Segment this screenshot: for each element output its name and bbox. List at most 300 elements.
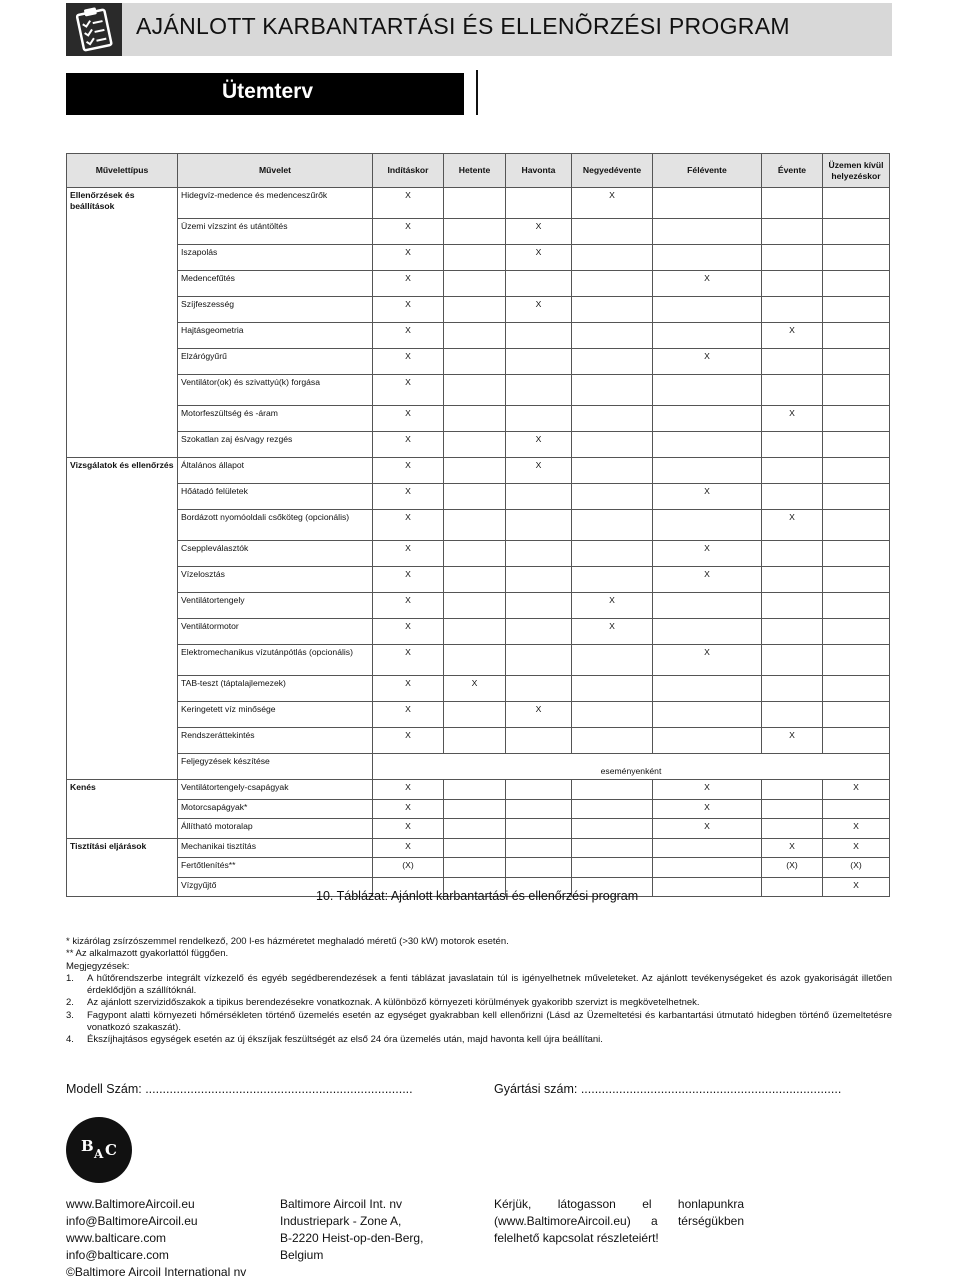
operation-cell: Mechanikai tisztítás <box>178 838 373 858</box>
category-cell <box>67 619 178 645</box>
mark-cell <box>653 858 762 878</box>
operation-cell: Üzemi vízszint és utántöltés <box>178 219 373 245</box>
mark-cell: X <box>373 349 444 375</box>
mark-cell: X <box>373 432 444 458</box>
mark-cell <box>444 510 506 541</box>
table-row <box>67 619 890 645</box>
footer-contacts <box>66 1196 246 1281</box>
category-cell <box>67 323 178 349</box>
section-title: Ütemterv <box>222 80 314 103</box>
mark-cell <box>762 780 823 800</box>
table-row <box>67 838 890 858</box>
mark-cell <box>823 406 890 432</box>
category-cell <box>67 349 178 375</box>
mark-cell: X <box>506 297 572 323</box>
operation-cell: Rendszeráttekintés <box>178 728 373 754</box>
mark-cell <box>506 567 572 593</box>
mark-cell: X <box>506 245 572 271</box>
footer-visit-note <box>494 1196 744 1247</box>
mark-cell <box>823 297 890 323</box>
mark-cell <box>572 728 653 754</box>
column-header: Félévente <box>653 154 762 188</box>
mark-cell <box>823 271 890 297</box>
mark-cell: X <box>373 297 444 323</box>
mark-cell: (X) <box>823 858 890 878</box>
table-row <box>67 819 890 839</box>
mark-cell <box>823 510 890 541</box>
mark-cell <box>653 593 762 619</box>
operation-cell: Ventilátormotor <box>178 619 373 645</box>
table-row <box>67 323 890 349</box>
mark-cell <box>762 219 823 245</box>
mark-cell <box>762 484 823 510</box>
table-row <box>67 567 890 593</box>
mark-cell: X <box>373 458 444 484</box>
mark-cell <box>444 567 506 593</box>
mark-cell <box>823 458 890 484</box>
mark-cell <box>823 432 890 458</box>
mark-cell <box>653 728 762 754</box>
mark-cell: X <box>506 432 572 458</box>
operation-cell: Iszapolás <box>178 245 373 271</box>
mark-cell <box>444 728 506 754</box>
category-cell <box>67 702 178 728</box>
category-cell <box>67 676 178 702</box>
mark-cell <box>762 645 823 676</box>
mark-cell: X <box>653 799 762 819</box>
mark-cell <box>572 819 653 839</box>
page-title: AJÁNLOTT KARBANTARTÁSI ÉS ELLENÕRZÉSI PROGRAM <box>136 13 790 39</box>
mark-cell <box>572 297 653 323</box>
notes-heading: Megjegyzések: <box>66 960 130 972</box>
mark-cell <box>653 702 762 728</box>
operation-cell: Motorcsapágyak* <box>178 799 373 819</box>
mark-cell <box>444 219 506 245</box>
mark-cell <box>762 541 823 567</box>
mark-cell <box>506 619 572 645</box>
mark-cell <box>572 645 653 676</box>
operation-cell: Ventilátortengely <box>178 593 373 619</box>
mark-cell <box>444 819 506 839</box>
address-line: Belgium <box>280 1248 324 1262</box>
address-line: B-2220 Heist-op-den-Berg, <box>280 1231 424 1245</box>
category-cell <box>67 484 178 510</box>
operation-cell: Cseppleválasztók <box>178 541 373 567</box>
category-cell <box>67 271 178 297</box>
mark-cell: X <box>373 676 444 702</box>
mark-cell: X <box>653 567 762 593</box>
mark-cell: X <box>373 819 444 839</box>
mark-cell <box>762 271 823 297</box>
operation-cell: Szokatlan zaj és/vagy rezgés <box>178 432 373 458</box>
mark-cell: X <box>373 484 444 510</box>
address-line: Baltimore Aircoil Int. nv <box>280 1197 403 1211</box>
mark-cell <box>653 458 762 484</box>
model-number-field: Modell Szám: ............................................................................. <box>66 1082 413 1096</box>
mark-cell <box>823 676 890 702</box>
note-item: 3. Fagypont alatti környezeti hőmérsékleten történő üzemelés esetén az egységet gyakrabban kell ellenőrizni (Lásd az Üzemeltetési és karbantartási útmutató hidegben történő üzemeltetésre vonatkozó szakaszát). <box>66 1009 892 1034</box>
category-cell <box>67 541 178 567</box>
mark-cell <box>444 484 506 510</box>
column-header: Negyedévente <box>572 154 653 188</box>
table-row <box>67 728 890 754</box>
mark-cell <box>444 541 506 567</box>
mark-cell: X <box>373 323 444 349</box>
mark-cell <box>444 645 506 676</box>
note-item: 1. A hűtőrendszerbe integrált vízkezelő és egyéb segédberendezések a fenti táblázat javaslatain túl is igényelhetnek műveleteket. Az ajánlott tevékenységeket és azok gyakoriságát illetően érdeklődjön a szállítóknál. <box>66 972 892 997</box>
mark-cell <box>762 619 823 645</box>
mark-cell <box>572 484 653 510</box>
mark-cell: X <box>653 780 762 800</box>
operation-cell: Fertőtlenítés** <box>178 858 373 878</box>
mark-cell <box>653 432 762 458</box>
operation-cell: Motorfeszültség és -áram <box>178 406 373 432</box>
mark-cell <box>762 877 823 897</box>
operation-cell: Feljegyzések készítése <box>178 754 373 780</box>
table-row <box>67 432 890 458</box>
table-row <box>67 458 890 484</box>
mark-cell <box>653 877 762 897</box>
mark-cell <box>823 349 890 375</box>
table-row <box>67 645 890 676</box>
mark-cell <box>572 349 653 375</box>
mark-cell <box>506 858 572 878</box>
mark-cell <box>823 188 890 219</box>
mark-cell <box>653 838 762 858</box>
mark-cell <box>762 819 823 839</box>
mark-cell <box>506 510 572 541</box>
table-row <box>67 219 890 245</box>
mark-cell: X <box>444 676 506 702</box>
mark-cell <box>762 349 823 375</box>
operation-cell: Bordázott nyomóoldali csőköteg (opcionális) <box>178 510 373 541</box>
table-caption: 10. Táblázat: Ajánlott karbantartási és ellenőrzési program <box>316 889 639 903</box>
mark-cell <box>506 593 572 619</box>
mark-cell <box>762 702 823 728</box>
mark-cell <box>653 297 762 323</box>
mark-cell <box>444 838 506 858</box>
category-cell <box>67 645 178 676</box>
mark-cell <box>572 510 653 541</box>
mark-cell <box>444 349 506 375</box>
category-cell <box>67 754 178 780</box>
table-row <box>67 406 890 432</box>
mark-cell <box>506 728 572 754</box>
mark-cell: X <box>762 510 823 541</box>
mark-cell: X <box>653 484 762 510</box>
category-cell: Ellenőrzések és beállítások <box>67 188 178 219</box>
mark-cell <box>572 323 653 349</box>
mark-cell <box>444 593 506 619</box>
mark-cell <box>444 432 506 458</box>
operation-cell: Ventilátor(ok) és szivattyú(k) forgása <box>178 375 373 406</box>
mark-cell: X <box>373 541 444 567</box>
mark-cell <box>506 780 572 800</box>
mark-cell: X <box>373 188 444 219</box>
mark-cell <box>506 375 572 406</box>
mark-cell: X <box>373 728 444 754</box>
mark-cell <box>506 484 572 510</box>
mark-cell <box>653 323 762 349</box>
mark-cell <box>823 219 890 245</box>
operation-cell: Állítható motoralap <box>178 819 373 839</box>
table-row <box>67 349 890 375</box>
table-row <box>67 484 890 510</box>
operation-cell: Ventilátortengely-csapágyak <box>178 780 373 800</box>
mark-cell <box>823 323 890 349</box>
mark-cell <box>506 838 572 858</box>
footer-email[interactable]: info@BaltimoreAircoil.eu <box>66 1214 198 1228</box>
mark-cell <box>572 406 653 432</box>
mark-cell: X <box>373 219 444 245</box>
mark-cell <box>506 349 572 375</box>
category-cell <box>67 877 178 897</box>
mark-cell: X <box>572 619 653 645</box>
mark-cell <box>444 858 506 878</box>
footnote: ** Az alkalmazott gyakorlattól függően. <box>66 948 229 960</box>
mark-cell: X <box>373 838 444 858</box>
visit-text: Kérjük, látogasson el honlapunkra (www.BaltimoreAircoil.eu) a térségükben felelhető kapcsolat részleteiért! <box>494 1197 744 1245</box>
operation-cell: Vízelosztás <box>178 567 373 593</box>
mark-cell <box>823 702 890 728</box>
mark-cell <box>653 510 762 541</box>
column-header: Üzemen kívül helyezéskor <box>823 154 890 188</box>
mark-cell: X <box>653 349 762 375</box>
operation-cell: Hajtásgeometria <box>178 323 373 349</box>
operation-cell: Hőátadó felületek <box>178 484 373 510</box>
mark-cell <box>653 676 762 702</box>
address-line: Industriepark - Zone A, <box>280 1214 402 1228</box>
operation-cell: Keringetett víz minősége <box>178 702 373 728</box>
operation-cell: Általános állapot <box>178 458 373 484</box>
mark-cell <box>762 188 823 219</box>
mark-cell <box>506 188 572 219</box>
mark-cell <box>572 219 653 245</box>
mark-cell <box>572 838 653 858</box>
mark-cell <box>506 676 572 702</box>
mark-cell: (X) <box>762 858 823 878</box>
mark-cell <box>823 245 890 271</box>
operation-cell: Medencefűtés <box>178 271 373 297</box>
footer-address <box>280 1196 423 1264</box>
serial-number-field: Gyártási szám: ........................................................................... <box>494 1082 842 1096</box>
mark-cell <box>762 676 823 702</box>
mark-cell <box>506 271 572 297</box>
table-row <box>67 593 890 619</box>
mark-cell <box>506 799 572 819</box>
mark-cell <box>653 245 762 271</box>
mark-cell: X <box>373 375 444 406</box>
category-cell <box>67 245 178 271</box>
mark-cell <box>444 619 506 645</box>
footnote: * kizárólag zsírzószemmel rendelkező, 200 l-es házméretet meghaladó méretű (>30 kW) motorok esetén. <box>66 936 509 947</box>
table-row <box>67 375 890 406</box>
mark-cell <box>823 593 890 619</box>
table-row <box>67 858 890 878</box>
mark-cell <box>572 780 653 800</box>
section-divider <box>476 70 478 115</box>
mark-cell <box>762 593 823 619</box>
table-row <box>67 676 890 702</box>
operation-cell: TAB-teszt (táptalajlemezek) <box>178 676 373 702</box>
mark-cell <box>444 702 506 728</box>
mark-cell <box>444 271 506 297</box>
mark-cell: X <box>823 780 890 800</box>
mark-cell: X <box>653 541 762 567</box>
mark-cell <box>762 375 823 406</box>
category-cell <box>67 728 178 754</box>
category-cell <box>67 567 178 593</box>
mark-cell <box>506 645 572 676</box>
mark-cell <box>506 819 572 839</box>
category-cell <box>67 406 178 432</box>
mark-cell <box>444 297 506 323</box>
mark-cell: X <box>373 645 444 676</box>
mark-cell: X <box>823 838 890 858</box>
mark-cell: X <box>762 728 823 754</box>
mark-cell <box>444 245 506 271</box>
column-header: Indításkor <box>373 154 444 188</box>
mark-cell: X <box>572 188 653 219</box>
mark-cell: X <box>373 567 444 593</box>
mark-cell: X <box>762 838 823 858</box>
mark-cell <box>572 799 653 819</box>
mark-cell <box>823 799 890 819</box>
notes-list <box>66 973 892 1047</box>
column-header: Művelettípus <box>67 154 178 188</box>
operation-cell: Vízgyűjtő <box>178 877 373 897</box>
operation-cell: Szíjfeszesség <box>178 297 373 323</box>
mark-cell: X <box>823 877 890 897</box>
category-cell <box>67 375 178 406</box>
mark-cell <box>653 406 762 432</box>
mark-cell <box>762 245 823 271</box>
table-row <box>67 799 890 819</box>
mark-cell: X <box>373 271 444 297</box>
mark-cell <box>823 619 890 645</box>
mark-cell <box>444 458 506 484</box>
mark-cell: X <box>373 780 444 800</box>
table-row <box>67 702 890 728</box>
mark-cell <box>823 645 890 676</box>
mark-cell <box>823 728 890 754</box>
category-cell <box>67 593 178 619</box>
mark-cell: X <box>653 271 762 297</box>
column-header: Havonta <box>506 154 572 188</box>
table-row <box>67 245 890 271</box>
category-cell <box>67 297 178 323</box>
mark-cell <box>762 799 823 819</box>
mark-cell <box>823 541 890 567</box>
mark-cell: X <box>653 819 762 839</box>
mark-cell: X <box>762 406 823 432</box>
category-cell <box>67 432 178 458</box>
mark-cell <box>653 188 762 219</box>
mark-cell: X <box>373 245 444 271</box>
mark-cell <box>444 375 506 406</box>
mark-cell <box>444 406 506 432</box>
mark-cell <box>572 375 653 406</box>
mark-cell <box>823 375 890 406</box>
table-row <box>67 780 890 800</box>
mark-cell <box>444 188 506 219</box>
footer-link[interactable]: www.balticare.com <box>66 1231 167 1245</box>
mark-cell <box>572 271 653 297</box>
mark-cell <box>572 567 653 593</box>
mark-cell: X <box>653 645 762 676</box>
category-cell <box>67 858 178 878</box>
table-row <box>67 754 890 780</box>
category-cell: Vizsgálatok és ellenőrzés <box>67 458 178 484</box>
mark-cell <box>572 858 653 878</box>
mark-cell <box>653 619 762 645</box>
mark-cell <box>762 432 823 458</box>
category-cell <box>67 510 178 541</box>
mark-cell: (X) <box>373 858 444 878</box>
category-cell <box>67 219 178 245</box>
mark-cell: X <box>762 323 823 349</box>
mark-cell <box>506 541 572 567</box>
column-header: Hetente <box>444 154 506 188</box>
mark-cell <box>572 432 653 458</box>
footer-link[interactable]: www.BaltimoreAircoil.eu <box>66 1197 195 1211</box>
mark-cell: X <box>373 510 444 541</box>
operation-cell: Elzárógyűrű <box>178 349 373 375</box>
copyright: ©Baltimore Aircoil International nv <box>66 1265 247 1279</box>
operation-cell: Elektromechanikus vízutánpótlás (opcionális) <box>178 645 373 676</box>
mark-cell <box>653 375 762 406</box>
clipboard-checklist-icon <box>66 3 122 56</box>
table-header-row <box>67 154 890 188</box>
mark-cell <box>823 484 890 510</box>
column-header: Művelet <box>178 154 373 188</box>
mark-cell <box>506 323 572 349</box>
category-cell: Tisztítási eljárások <box>67 838 178 858</box>
mark-cell: X <box>373 406 444 432</box>
mark-cell: X <box>506 219 572 245</box>
table-row <box>67 297 890 323</box>
mark-cell <box>444 799 506 819</box>
category-cell <box>67 819 178 839</box>
mark-cell: X <box>506 702 572 728</box>
span-cell: eseményenként <box>373 754 890 780</box>
mark-cell <box>572 541 653 567</box>
bac-logo: B A C <box>66 1117 132 1183</box>
mark-cell: X <box>506 458 572 484</box>
mark-cell <box>572 245 653 271</box>
mark-cell <box>444 323 506 349</box>
table-row <box>67 510 890 541</box>
mark-cell: X <box>373 799 444 819</box>
mark-cell <box>572 702 653 728</box>
mark-cell: X <box>373 619 444 645</box>
mark-cell <box>762 297 823 323</box>
mark-cell: X <box>373 702 444 728</box>
table-row <box>67 541 890 567</box>
note-item: 2. Az ajánlott szervizidőszakok a tipikus berendezésekre vonatkoznak. A különböző környezeti körülmények gyakoribb szervizt is megkövetelhetnek. <box>66 997 700 1009</box>
operation-cell: Hidegvíz-medence és medenceszűrők <box>178 188 373 219</box>
category-cell: Kenés <box>67 780 178 800</box>
mark-cell: X <box>823 819 890 839</box>
category-cell <box>67 799 178 819</box>
footer-email[interactable]: info@balticare.com <box>66 1248 169 1262</box>
mark-cell <box>444 780 506 800</box>
mark-cell <box>572 458 653 484</box>
mark-cell: X <box>572 593 653 619</box>
maintenance-schedule-table <box>66 153 890 897</box>
mark-cell: X <box>373 593 444 619</box>
table-row <box>67 188 890 219</box>
